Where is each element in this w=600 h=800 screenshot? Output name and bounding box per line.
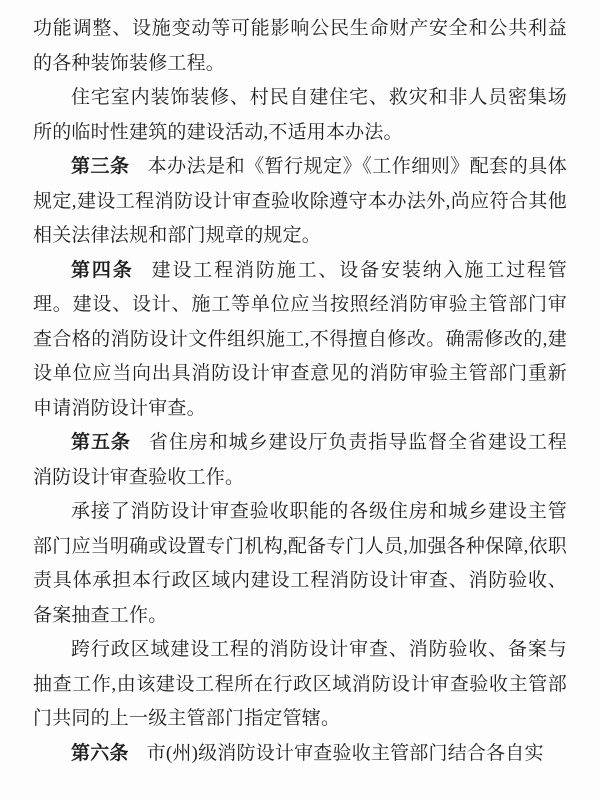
document-body-text <box>33 12 567 771</box>
article-6-text: 市(州)级消防设计审查验收主管部门结合各自实 <box>146 742 544 764</box>
paragraph-cross-region: 跨行政区域建设工程的消防设计审查、消防验收、备案与抽查工作,由该建设工程所在行政区域消防设计审查验收主管部门共同的上一级主管部门指定管辖。 <box>33 639 567 729</box>
article-4-text: 建设工程消防施工、设备安装纳入施工过程管理。建设、设计、施工等单位应当按照经消防审验主管部门审查合格的消防设计文件组织施工,不得擅自修改。确需修改的,建设单位应当向出具消防设计审查意见的消防审验主管部门重新申请消防设计审查。 <box>33 259 567 419</box>
paragraph-article-4 <box>33 254 567 427</box>
article-5-number: 第五条 <box>71 432 131 453</box>
paragraph-scope-exclusion: 住宅室内装饰装修、村民自建住宅、救灾和非人员密集场所的临时性建筑的建设活动,不适用本办法。 <box>33 87 567 143</box>
paragraph-continuation: 功能调整、设施变动等可能影响公民生命财产安全和公共利益的各种装饰装修工程。 <box>33 18 567 74</box>
article-4-number: 第四条 <box>71 259 134 281</box>
paragraph-article-3 <box>33 150 567 254</box>
article-3-number: 第三条 <box>71 156 130 177</box>
paragraph-article-6 <box>33 737 567 772</box>
article-6-number: 第六条 <box>71 742 129 764</box>
article-3-text: 本办法是和《暂行规定》《工作细则》配套的具体规定,建设工程消防设计审查验收除遵守本办法外,尚应符合其他相关法律法规和部门规章的规定。 <box>33 156 567 246</box>
paragraph-undertaking-departments: 承接了消防设计审查验收职能的各级住房和城乡建设主管部门应当明确或设置专门机构,配备专门人员,加强各种保障,依职责具体承担本行政区域内建设工程消防设计审查、消防验收、备案抽查工作。 <box>33 501 567 626</box>
article-5-text: 省住房和城乡建设厅负责指导监督全省建设工程消防设计审查验收工作。 <box>33 432 567 488</box>
paragraph-article-5 <box>33 426 567 495</box>
